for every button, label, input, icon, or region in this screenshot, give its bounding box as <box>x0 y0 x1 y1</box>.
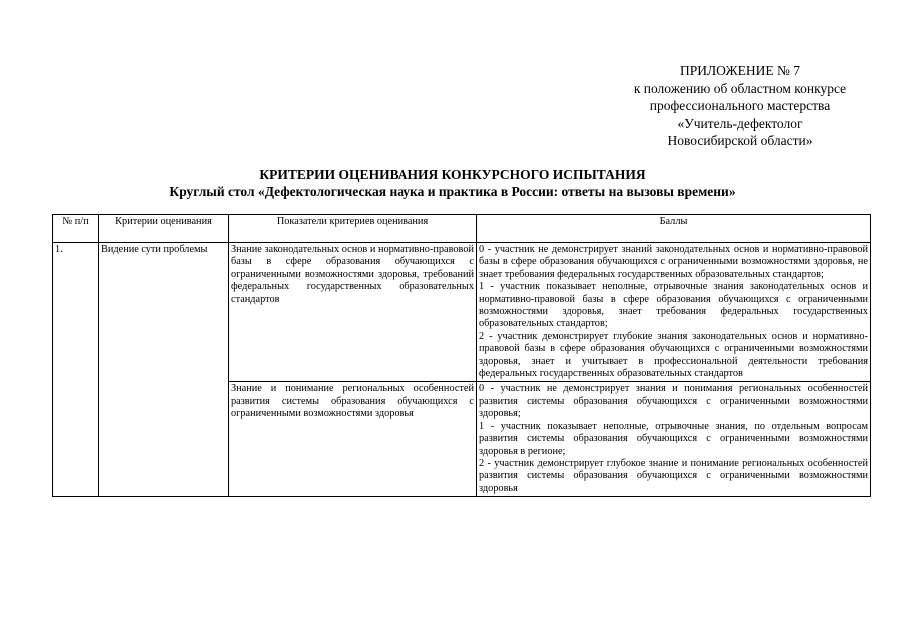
points-level-0: 0 - участник не демонстрирует знания и понимания региональных особенностей развития системы образования обучающихся с ограниченными возможностями здоровья; <box>479 383 868 420</box>
indicator-cell: Знание и понимание региональных особенностей развития системы образования обучающихся с ограниченными возможностями здоровья <box>229 382 477 497</box>
document-subtitle: Круглый стол «Дефектологическая наука и практика в России: ответы на вызовы времени» <box>169 184 736 199</box>
criteria-table <box>52 214 871 497</box>
appendix-line-1: ПРИЛОЖЕНИЕ № 7 <box>679 63 801 78</box>
appendix-line-4: «Учитель-дефектолог <box>677 115 803 131</box>
header-criterion: Критерии оценивания <box>99 215 229 243</box>
points-cell <box>477 382 871 497</box>
points-level-2: 2 - участник демонстрирует глубокие знания законодательных основ и нормативно-правовой базы в сфере образования обучающихся с ограниченными возможностями здоровья, знает и учитывает в профессиональной деятельности требования федеральных государственных образовательных стандартов <box>479 330 868 380</box>
header-num: № п/п <box>53 215 99 243</box>
table-row <box>53 243 871 382</box>
table-header-row <box>53 215 871 243</box>
row-number: 1. <box>53 243 99 497</box>
criterion-cell: Видение сути проблемы <box>99 243 229 497</box>
points-level-0: 0 - участник не демонстрирует знаний законодательных основ и нормативно-правовой базы в сфере образования обучающихся с ограниченными возможностями здоровья, не знает требования федеральных государственных образовательных стандартов; <box>479 244 868 280</box>
header-indicators: Показатели критериев оценивания <box>229 215 477 243</box>
points-level-1: 1 - участник показывает неполные, отрывочные знания законодательных основ и нормативно-правовой базы в сфере образования обучающихся с ограниченными возможностями здоровья, знает требования федеральных государственных образовательных стандартов; <box>479 281 868 330</box>
header-points: Баллы <box>477 215 871 243</box>
appendix-block <box>560 62 905 150</box>
appendix-line-2: к положению об областном конкурсе <box>633 80 847 96</box>
appendix-line-5: Новосибирской области» <box>667 133 813 148</box>
document-title: КРИТЕРИИ ОЦЕНИВАНИЯ КОНКУРСНОГО ИСПЫТАНИЯ <box>259 167 646 182</box>
points-level-1: 1 - участник показывает неполные, отрывочные знания, по отдельным вопросам развития системы образования обучающихся с ограниченными возможностями здоровья в регионе; <box>479 420 868 457</box>
appendix-line-3: профессионального мастерства <box>649 98 831 113</box>
points-cell <box>477 243 871 382</box>
indicator-cell: Знание законодательных основ и нормативно-правовой базы в сфере образования обучающихся с ограниченными возможностями здоровья, требований федеральных государственных образовательных стандартов <box>229 243 477 382</box>
points-level-2: 2 - участник демонстрирует глубокое знание и понимание региональных особенностей развития системы образования обучающихся с ограниченными возможностями здоровья <box>479 457 868 494</box>
